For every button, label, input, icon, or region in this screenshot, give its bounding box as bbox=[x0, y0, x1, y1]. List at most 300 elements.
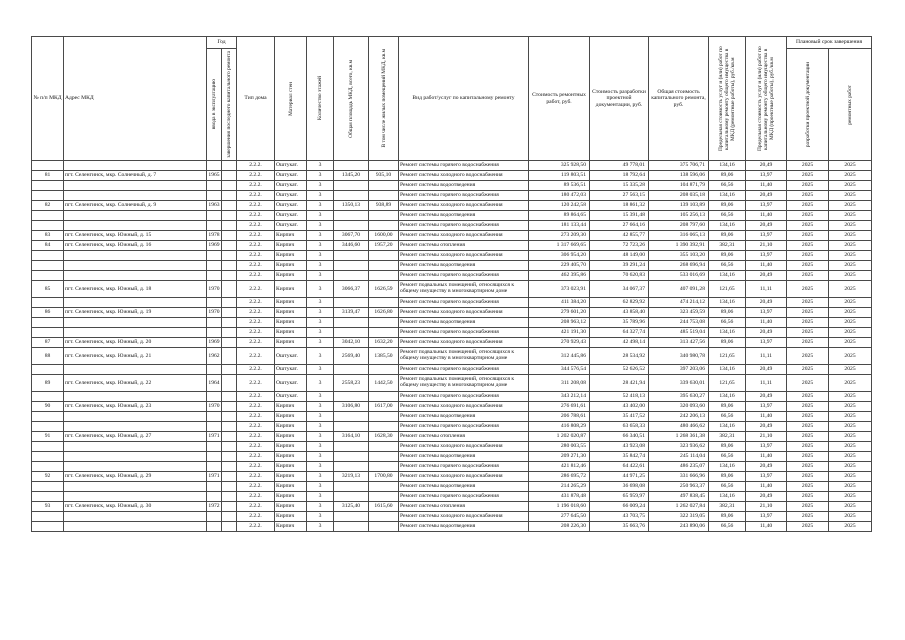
row-area-living bbox=[369, 328, 399, 338]
row-number: 84 bbox=[32, 241, 64, 251]
row-year-repair bbox=[222, 522, 237, 532]
row-area-living: 1700,80 bbox=[369, 472, 399, 482]
header-year-repair-text: завершения последнего капитального ремонта bbox=[226, 51, 232, 158]
header-limit-design bbox=[746, 37, 787, 161]
row-work-kind: Ремонт системы холодного водоснабжения bbox=[399, 171, 529, 181]
row-work-kind: Ремонт системы холодного водоснабжения bbox=[399, 442, 529, 452]
header-cost-work: Стоимость ремонтных работ, руб. bbox=[529, 37, 590, 161]
row-cost-work: 120 242,58 bbox=[529, 201, 590, 211]
row-number: 86 bbox=[32, 308, 64, 318]
row-wall: Оштукат. bbox=[275, 392, 307, 402]
row-limit-design: 13,97 bbox=[746, 338, 787, 348]
row-area-living bbox=[369, 512, 399, 522]
row-number: 82 bbox=[32, 201, 64, 211]
row-cost-total: 268 696,94 bbox=[649, 261, 709, 271]
row-year-repair bbox=[222, 191, 237, 201]
row-area-living bbox=[369, 442, 399, 452]
row-year-repair bbox=[222, 211, 237, 221]
row-floors: 3 bbox=[307, 281, 334, 298]
row-cost-work: 421 191,30 bbox=[529, 328, 590, 338]
row-cost-design: 72 723,26 bbox=[590, 241, 649, 251]
header-house-type: Тип дома bbox=[237, 37, 275, 161]
row-address bbox=[64, 211, 207, 221]
row-limit-work: 134,16 bbox=[709, 492, 746, 502]
row-work-kind: Ремонт системы водоотведения bbox=[399, 318, 529, 328]
row-address bbox=[64, 328, 207, 338]
row-address bbox=[64, 442, 207, 452]
row-area-living bbox=[369, 365, 399, 375]
row-cost-total: 242 206,13 bbox=[649, 412, 709, 422]
row-area-total bbox=[334, 271, 369, 281]
row-wall: Кирпич bbox=[275, 328, 307, 338]
row-address bbox=[64, 412, 207, 422]
row-limit-work: 89,06 bbox=[709, 251, 746, 261]
row-cost-design: 39 291,24 bbox=[590, 261, 649, 271]
row-plan-work: 2025 bbox=[829, 318, 872, 328]
row-area-living bbox=[369, 271, 399, 281]
row-work-kind: Ремонт системы отопления bbox=[399, 241, 529, 251]
row-number: 90 bbox=[32, 402, 64, 412]
row-cost-design: 43 402,00 bbox=[590, 402, 649, 412]
row-house-type: 2.2.2. bbox=[237, 412, 275, 422]
row-house-type: 2.2.2. bbox=[237, 308, 275, 318]
row-house-type: 2.2.2. bbox=[237, 318, 275, 328]
row-floors: 3 bbox=[307, 452, 334, 462]
row-cost-design: 43 703,75 bbox=[590, 512, 649, 522]
row-plan-design: 2025 bbox=[787, 251, 829, 261]
row-cost-design: 66 009,24 bbox=[590, 502, 649, 512]
row-area-total bbox=[334, 161, 369, 171]
row-limit-design: 11,11 bbox=[746, 281, 787, 298]
row-area-living: 1615,60 bbox=[369, 502, 399, 512]
row-wall: Кирпич bbox=[275, 512, 307, 522]
row-plan-design: 2025 bbox=[787, 402, 829, 412]
row-cost-design: 66 340,51 bbox=[590, 432, 649, 442]
row-cost-design: 15 391,48 bbox=[590, 211, 649, 221]
row-floors: 3 bbox=[307, 201, 334, 211]
row-house-type: 2.2.2. bbox=[237, 452, 275, 462]
row-cost-design: 43 923,08 bbox=[590, 442, 649, 452]
row-year-built: 1964 bbox=[207, 375, 222, 392]
row-plan-design: 2025 bbox=[787, 201, 829, 211]
row-limit-design: 13,97 bbox=[746, 402, 787, 412]
row-cost-total: 375 706,71 bbox=[649, 161, 709, 171]
row-cost-design: 18 792,64 bbox=[590, 171, 649, 181]
row-area-total bbox=[334, 422, 369, 432]
row-limit-design: 11,40 bbox=[746, 211, 787, 221]
header-plan-design-text: разработки проектной документации bbox=[804, 61, 811, 148]
row-cost-total: 244 753,08 bbox=[649, 318, 709, 328]
table-row bbox=[32, 298, 872, 308]
row-cost-work: 180 472,03 bbox=[529, 191, 590, 201]
row-floors: 3 bbox=[307, 412, 334, 422]
row-cost-design: 35 789,96 bbox=[590, 318, 649, 328]
row-plan-work: 2025 bbox=[829, 281, 872, 298]
row-floors: 3 bbox=[307, 512, 334, 522]
table-row bbox=[32, 502, 872, 512]
row-plan-work: 2025 bbox=[829, 211, 872, 221]
row-cost-design: 65 959,97 bbox=[590, 492, 649, 502]
row-year-repair bbox=[222, 512, 237, 522]
row-address: пгт. Селенгинск, мкр. Южный, д. 18 bbox=[64, 281, 207, 298]
row-address bbox=[64, 261, 207, 271]
row-floors: 3 bbox=[307, 365, 334, 375]
row-cost-total: 323 936,62 bbox=[649, 442, 709, 452]
row-limit-work: 134,16 bbox=[709, 298, 746, 308]
row-limit-work: 89,06 bbox=[709, 338, 746, 348]
row-limit-work: 134,16 bbox=[709, 271, 746, 281]
row-area-living: 1628,30 bbox=[369, 432, 399, 442]
row-limit-work: 121,65 bbox=[709, 281, 746, 298]
row-cost-design: 44 971,25 bbox=[590, 472, 649, 482]
row-cost-total: 485 519,04 bbox=[649, 328, 709, 338]
row-limit-work: 89,06 bbox=[709, 201, 746, 211]
row-limit-design: 20,49 bbox=[746, 271, 787, 281]
row-cost-total: 245 114,04 bbox=[649, 452, 709, 462]
table-row bbox=[32, 191, 872, 201]
row-year-repair bbox=[222, 221, 237, 231]
row-wall: Кирпич bbox=[275, 442, 307, 452]
row-limit-design: 11,40 bbox=[746, 318, 787, 328]
row-number bbox=[32, 462, 64, 472]
row-cost-work: 280 003,55 bbox=[529, 442, 590, 452]
row-year-repair bbox=[222, 281, 237, 298]
row-cost-total: 320 093,60 bbox=[649, 402, 709, 412]
row-plan-design: 2025 bbox=[787, 412, 829, 422]
row-limit-work: 134,16 bbox=[709, 161, 746, 171]
row-area-living: 1626,80 bbox=[369, 308, 399, 318]
row-number bbox=[32, 412, 64, 422]
row-wall: Кирпич bbox=[275, 402, 307, 412]
row-floors: 3 bbox=[307, 338, 334, 348]
row-work-kind: Ремонт системы водоотведения bbox=[399, 522, 529, 532]
row-cost-design: 35 663,76 bbox=[590, 522, 649, 532]
row-area-total bbox=[334, 522, 369, 532]
row-limit-design: 20,49 bbox=[746, 328, 787, 338]
row-wall: Кирпич bbox=[275, 422, 307, 432]
row-house-type: 2.2.2. bbox=[237, 211, 275, 221]
row-limit-design: 13,97 bbox=[746, 308, 787, 318]
row-plan-design: 2025 bbox=[787, 348, 829, 365]
row-year-built bbox=[207, 211, 222, 221]
row-year-repair bbox=[222, 402, 237, 412]
row-wall: Кирпич bbox=[275, 522, 307, 532]
row-cost-total: 243 890,06 bbox=[649, 522, 709, 532]
row-plan-design: 2025 bbox=[787, 462, 829, 472]
row-house-type: 2.2.2. bbox=[237, 221, 275, 231]
row-cost-work: 411 384,20 bbox=[529, 298, 590, 308]
row-wall: Оштукат. bbox=[275, 171, 307, 181]
header-limit-design-text: Предельная стоимость услуг и (или) работ по капитальному ремонту общего имущества в МКД (проектные работы), руб./кв.м bbox=[757, 46, 776, 151]
row-address bbox=[64, 522, 207, 532]
row-floors: 3 bbox=[307, 375, 334, 392]
row-work-kind: Ремонт системы горячего водоснабжения bbox=[399, 392, 529, 402]
row-year-built bbox=[207, 462, 222, 472]
row-work-kind: Ремонт системы холодного водоснабжения bbox=[399, 472, 529, 482]
header-plan-design bbox=[787, 49, 829, 161]
row-cost-design: 27 563,15 bbox=[590, 191, 649, 201]
row-plan-work: 2025 bbox=[829, 201, 872, 211]
row-number: 92 bbox=[32, 472, 64, 482]
row-plan-work: 2025 bbox=[829, 241, 872, 251]
row-limit-work: 66,56 bbox=[709, 211, 746, 221]
row-cost-design: 49 778,01 bbox=[590, 161, 649, 171]
table-row bbox=[32, 365, 872, 375]
row-limit-design: 11,11 bbox=[746, 375, 787, 392]
header-area-living bbox=[369, 37, 399, 161]
row-plan-design: 2025 bbox=[787, 261, 829, 271]
row-plan-design: 2025 bbox=[787, 482, 829, 492]
row-cost-total: 139 103,89 bbox=[649, 201, 709, 211]
row-number bbox=[32, 298, 64, 308]
row-house-type: 2.2.2. bbox=[237, 161, 275, 171]
row-wall: Оштукат. bbox=[275, 201, 307, 211]
row-cost-work: 311 208,08 bbox=[529, 375, 590, 392]
row-area-total: 3219,13 bbox=[334, 472, 369, 482]
row-number: 87 bbox=[32, 338, 64, 348]
row-year-built bbox=[207, 422, 222, 432]
row-wall: Оштукат. bbox=[275, 181, 307, 191]
header-floors bbox=[307, 37, 334, 161]
row-cost-work: 208 226,30 bbox=[529, 522, 590, 532]
row-cost-work: 214 265,29 bbox=[529, 482, 590, 492]
row-area-total bbox=[334, 221, 369, 231]
row-limit-design: 13,97 bbox=[746, 231, 787, 241]
row-address bbox=[64, 191, 207, 201]
row-area-living: 1385,50 bbox=[369, 348, 399, 365]
row-address: пгт. Селенгинск, мкр. Южный, д. 20 bbox=[64, 338, 207, 348]
row-floors: 3 bbox=[307, 231, 334, 241]
row-work-kind: Ремонт системы горячего водоснабжения bbox=[399, 271, 529, 281]
table-row bbox=[32, 318, 872, 328]
table-row bbox=[32, 392, 872, 402]
table-row bbox=[32, 211, 872, 221]
row-year-repair bbox=[222, 318, 237, 328]
row-year-repair bbox=[222, 261, 237, 271]
table-row bbox=[32, 422, 872, 432]
row-area-total: 2569,40 bbox=[334, 348, 369, 365]
row-limit-work: 89,06 bbox=[709, 402, 746, 412]
row-limit-design: 11,11 bbox=[746, 348, 787, 365]
row-address bbox=[64, 365, 207, 375]
row-address: пгт. Селенгинск, мкр. Солнечный, д. 9 bbox=[64, 201, 207, 211]
row-limit-work: 134,16 bbox=[709, 392, 746, 402]
row-plan-design: 2025 bbox=[787, 512, 829, 522]
row-plan-design: 2025 bbox=[787, 522, 829, 532]
header-work-kind: Вид работ/услуг по капитальному ремонту bbox=[399, 37, 529, 161]
row-house-type: 2.2.2. bbox=[237, 365, 275, 375]
row-year-repair bbox=[222, 171, 237, 181]
row-cost-design: 28 534,92 bbox=[590, 348, 649, 365]
row-work-kind: Ремонт системы водоотведения bbox=[399, 181, 529, 191]
row-cost-design: 42 498,14 bbox=[590, 338, 649, 348]
row-area-total bbox=[334, 442, 369, 452]
row-cost-work: 206 788,61 bbox=[529, 412, 590, 422]
row-area-total bbox=[334, 392, 369, 402]
row-area-total bbox=[334, 328, 369, 338]
row-area-total: 3446,60 bbox=[334, 241, 369, 251]
row-number bbox=[32, 492, 64, 502]
header-limit-work bbox=[709, 37, 746, 161]
row-address: пгт. Селенгинск, мкр. Южный, д. 19 bbox=[64, 308, 207, 318]
table-row bbox=[32, 472, 872, 482]
row-cost-design: 48 149,00 bbox=[590, 251, 649, 261]
row-limit-design: 11,40 bbox=[746, 482, 787, 492]
row-number bbox=[32, 328, 64, 338]
row-house-type: 2.2.2. bbox=[237, 375, 275, 392]
row-plan-work: 2025 bbox=[829, 348, 872, 365]
row-limit-design: 20,49 bbox=[746, 365, 787, 375]
row-year-built bbox=[207, 452, 222, 462]
row-year-repair bbox=[222, 241, 237, 251]
row-cost-total: 355 103,20 bbox=[649, 251, 709, 261]
row-year-built: 1971 bbox=[207, 432, 222, 442]
row-limit-work: 66,56 bbox=[709, 181, 746, 191]
row-cost-work: 462 395,86 bbox=[529, 271, 590, 281]
row-plan-work: 2025 bbox=[829, 338, 872, 348]
row-cost-total: 340 980,78 bbox=[649, 348, 709, 365]
row-year-built bbox=[207, 261, 222, 271]
row-year-repair bbox=[222, 452, 237, 462]
row-plan-work: 2025 bbox=[829, 422, 872, 432]
row-year-built: 1969 bbox=[207, 241, 222, 251]
row-area-living bbox=[369, 522, 399, 532]
row-cost-total: 474 214,12 bbox=[649, 298, 709, 308]
row-limit-design: 20,49 bbox=[746, 492, 787, 502]
row-work-kind: Ремонт системы горячего водоснабжения bbox=[399, 298, 529, 308]
row-floors: 3 bbox=[307, 191, 334, 201]
row-wall: Оштукат. bbox=[275, 375, 307, 392]
row-cost-work: 273 209,30 bbox=[529, 231, 590, 241]
header-cost-design: Стоимость разработки проектной документации, руб. bbox=[590, 37, 649, 161]
row-year-built bbox=[207, 512, 222, 522]
row-number bbox=[32, 161, 64, 171]
row-wall: Оштукат. bbox=[275, 365, 307, 375]
row-area-total: 3164,10 bbox=[334, 432, 369, 442]
row-plan-work: 2025 bbox=[829, 492, 872, 502]
row-floors: 3 bbox=[307, 328, 334, 338]
row-floors: 3 bbox=[307, 251, 334, 261]
row-limit-work: 134,16 bbox=[709, 365, 746, 375]
table-row bbox=[32, 161, 872, 171]
row-limit-work: 134,16 bbox=[709, 221, 746, 231]
row-limit-design: 13,97 bbox=[746, 472, 787, 482]
row-cost-total: 339 630,01 bbox=[649, 375, 709, 392]
row-plan-work: 2025 bbox=[829, 375, 872, 392]
row-plan-design: 2025 bbox=[787, 422, 829, 432]
row-plan-work: 2025 bbox=[829, 181, 872, 191]
row-house-type: 2.2.2. bbox=[237, 512, 275, 522]
table-row bbox=[32, 281, 872, 298]
row-wall: Кирпич bbox=[275, 452, 307, 462]
row-limit-work: 89,06 bbox=[709, 231, 746, 241]
row-floors: 3 bbox=[307, 462, 334, 472]
row-year-repair bbox=[222, 482, 237, 492]
row-work-kind: Ремонт системы холодного водоснабжения bbox=[399, 201, 529, 211]
header-plan-group: Плановый срок завершения bbox=[787, 37, 872, 49]
table-row bbox=[32, 201, 872, 211]
row-cost-work: 286 695,72 bbox=[529, 472, 590, 482]
row-limit-work: 382,31 bbox=[709, 432, 746, 442]
row-plan-design: 2025 bbox=[787, 191, 829, 201]
row-plan-design: 2025 bbox=[787, 432, 829, 442]
row-number bbox=[32, 271, 64, 281]
row-area-living bbox=[369, 318, 399, 328]
row-plan-work: 2025 bbox=[829, 365, 872, 375]
row-year-repair bbox=[222, 442, 237, 452]
row-year-built bbox=[207, 365, 222, 375]
row-area-living: 1600,00 bbox=[369, 231, 399, 241]
row-floors: 3 bbox=[307, 348, 334, 365]
row-cost-work: 1 202 020,87 bbox=[529, 432, 590, 442]
row-cost-work: 279 601,20 bbox=[529, 308, 590, 318]
row-plan-work: 2025 bbox=[829, 298, 872, 308]
row-cost-total: 250 963,37 bbox=[649, 482, 709, 492]
row-wall: Кирпич bbox=[275, 472, 307, 482]
header-plan-work bbox=[829, 49, 872, 161]
row-floors: 3 bbox=[307, 271, 334, 281]
row-house-type: 2.2.2. bbox=[237, 472, 275, 482]
row-floors: 3 bbox=[307, 181, 334, 191]
row-limit-design: 11,40 bbox=[746, 261, 787, 271]
row-area-living: 1617,00 bbox=[369, 402, 399, 412]
row-wall: Кирпич bbox=[275, 482, 307, 492]
row-area-living bbox=[369, 392, 399, 402]
row-year-repair bbox=[222, 472, 237, 482]
table-row bbox=[32, 171, 872, 181]
row-year-repair bbox=[222, 492, 237, 502]
table-row bbox=[32, 308, 872, 318]
row-limit-work: 66,56 bbox=[709, 522, 746, 532]
row-plan-design: 2025 bbox=[787, 181, 829, 191]
row-wall: Оштукат. bbox=[275, 221, 307, 231]
header-plan-work-text: ремонтных работ bbox=[847, 84, 854, 125]
row-cost-work: 325 928,50 bbox=[529, 161, 590, 171]
row-address bbox=[64, 452, 207, 462]
row-area-total: 2558,23 bbox=[334, 375, 369, 392]
row-floors: 3 bbox=[307, 298, 334, 308]
row-number bbox=[32, 181, 64, 191]
row-limit-work: 382,31 bbox=[709, 502, 746, 512]
row-limit-design: 11,40 bbox=[746, 452, 787, 462]
row-area-total: 3067,70 bbox=[334, 231, 369, 241]
row-area-living: 1626,59 bbox=[369, 281, 399, 298]
row-work-kind: Ремонт системы холодного водоснабжения bbox=[399, 308, 529, 318]
table-row bbox=[32, 328, 872, 338]
row-year-built bbox=[207, 328, 222, 338]
row-area-living bbox=[369, 251, 399, 261]
row-year-repair bbox=[222, 338, 237, 348]
row-number bbox=[32, 522, 64, 532]
row-area-total bbox=[334, 512, 369, 522]
row-cost-total: 104 871,79 bbox=[649, 181, 709, 191]
row-limit-design: 20,49 bbox=[746, 392, 787, 402]
row-plan-design: 2025 bbox=[787, 492, 829, 502]
row-limit-design: 20,49 bbox=[746, 298, 787, 308]
table-row bbox=[32, 338, 872, 348]
row-address bbox=[64, 318, 207, 328]
row-area-living: 935,10 bbox=[369, 171, 399, 181]
row-cost-total: 397 203,06 bbox=[649, 365, 709, 375]
row-plan-design: 2025 bbox=[787, 308, 829, 318]
row-floors: 3 bbox=[307, 492, 334, 502]
row-plan-work: 2025 bbox=[829, 261, 872, 271]
header-area-living-text: В том числе жилых помещений МКД, кв.м bbox=[380, 49, 387, 148]
row-year-repair bbox=[222, 365, 237, 375]
row-plan-work: 2025 bbox=[829, 191, 872, 201]
row-plan-work: 2025 bbox=[829, 442, 872, 452]
row-address: пгт. Селенгинск, мкр. Южный, д. 15 bbox=[64, 231, 207, 241]
